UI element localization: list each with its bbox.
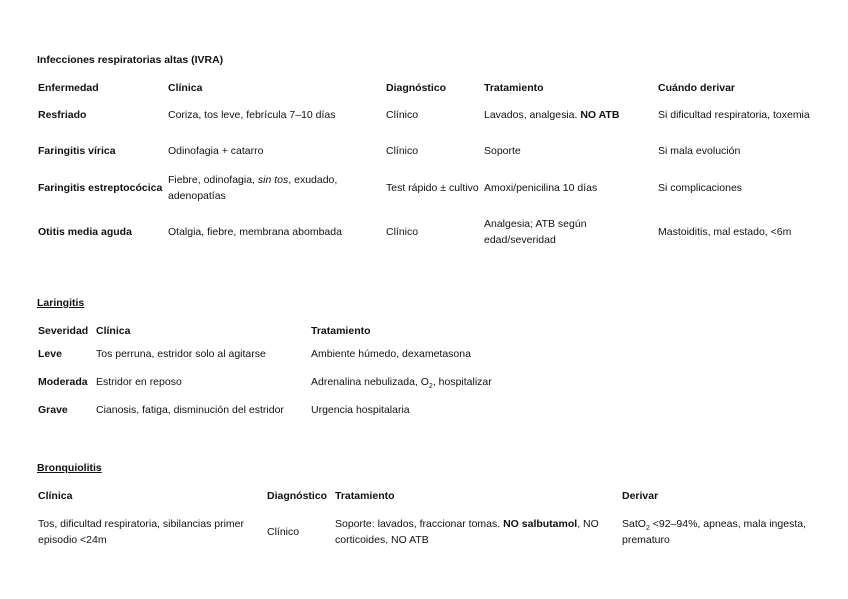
header-clinica: Clínica [168,81,203,94]
tratamiento-text: , hospitalizar [432,375,492,388]
cell-clinica: Estridor en reposo [96,375,182,388]
cell-derivar: Si dificultad respiratoria, toxemia [658,109,810,122]
cell-clinica: Otalgia, fiebre, membrana abombada [168,225,342,238]
tratamiento-text: Soporte: lavados, fraccionar tomas. [335,517,504,530]
cell-severidad: Moderada [38,375,88,388]
cell-tratamiento: Amoxi/penicilina 10 días [484,181,598,194]
cell-tratamiento: Ambiente húmedo, dexametasona [311,347,471,360]
table-row [36,368,533,396]
header-derivar: Derivar [622,489,659,502]
cell-clinica: Tos perruna, estridor solo al agitarse [96,347,266,360]
tratamiento-emphasis: NO salbutamol [503,517,578,530]
header-cuando-derivar: Cuándo derivar [658,81,736,94]
header-tratamiento: Tratamiento [335,489,395,502]
bronquiolitis-table [36,487,814,559]
table-row [36,168,830,208]
cell-enfermedad: Resfriado [38,109,87,122]
table-row [36,505,814,559]
cell-derivar: Si mala evolución [658,144,741,157]
subscript: 2 [428,382,433,390]
cell-derivar: Mastoiditis, mal estado, <6m [658,225,792,238]
clinica-text: , exudado, adenopatías [168,173,338,202]
cell-diagnostico: Clínico [386,144,419,157]
table-row [36,208,830,256]
bronquiolitis-title: Bronquiolitis [37,462,102,474]
header-clinica: Clínica [96,324,131,337]
header-enfermedad: Enfermedad [38,81,99,94]
ivra-title: Infecciones respiratorias altas (IVRA) [37,54,224,66]
cell-diagnostico: Clínico [386,109,419,122]
cell-clinica: Coriza, tos leve, febrícula 7–10 días [168,109,336,122]
cell-clinica [166,168,384,208]
cell-clinica: Cianosis, fatiga, disminución del estridor [96,403,284,416]
cell-diagnostico: Clínico [386,225,419,238]
cell-tratamiento [333,505,620,559]
header-tratamiento: Tratamiento [484,81,544,94]
tratamiento-text: , NO corticoides, NO ATB [335,517,599,546]
cell-tratamiento: Analgesia; ATB según edad/severidad [484,217,587,246]
cell-tratamiento: Urgencia hospitalaria [311,403,410,416]
table-row [36,97,830,134]
tratamiento-text: Lavados, analgesia. [484,109,581,122]
ivra-table [36,79,830,256]
cell-derivar [620,505,814,559]
table-row [36,340,533,368]
laringitis-table [36,322,533,424]
clinica-emphasis: sin tos [257,173,289,186]
derivar-text: <92–94%, apneas, mala ingesta, prematuro [622,517,806,546]
cell-clinica: Odinofagia + catarro [168,144,264,157]
cell-diagnostico: Clínico [267,525,300,538]
table-header-row [36,487,814,505]
tratamiento-emphasis: NO ATB [580,109,620,122]
cell-enfermedad: Otitis media aguda [38,225,132,238]
header-diagnostico: Diagnóstico [386,81,447,94]
header-severidad: Severidad [38,324,89,337]
laringitis-title: Laringitis [37,297,85,309]
table-row [36,134,830,168]
cell-diagnostico: Test rápido ± cultivo [386,181,479,194]
clinica-text: Fiebre, odinofagia, [168,173,258,186]
cell-severidad: Grave [38,403,68,416]
derivar-text: SatO [622,517,646,530]
table-header-row [36,79,830,97]
table-header-row [36,322,533,340]
cell-enfermedad: Faringitis vírica [38,144,116,157]
table-row [36,396,533,424]
cell-derivar: Si complicaciones [658,181,743,194]
cell-tratamiento [309,368,533,396]
subscript: 2 [645,524,650,532]
cell-severidad: Leve [38,347,62,360]
cell-clinica: Tos, dificultad respiratoria, sibilancias primer episodio <24m [38,517,244,546]
header-diagnostico: Diagnóstico [267,489,328,502]
tratamiento-text: Adrenalina nebulizada, O [311,375,429,388]
header-tratamiento: Tratamiento [311,324,371,337]
cell-enfermedad: Faringitis estreptocócica [38,181,163,194]
header-clinica: Clínica [38,489,73,502]
cell-tratamiento: Soporte [484,144,521,157]
cell-tratamiento [482,97,656,134]
